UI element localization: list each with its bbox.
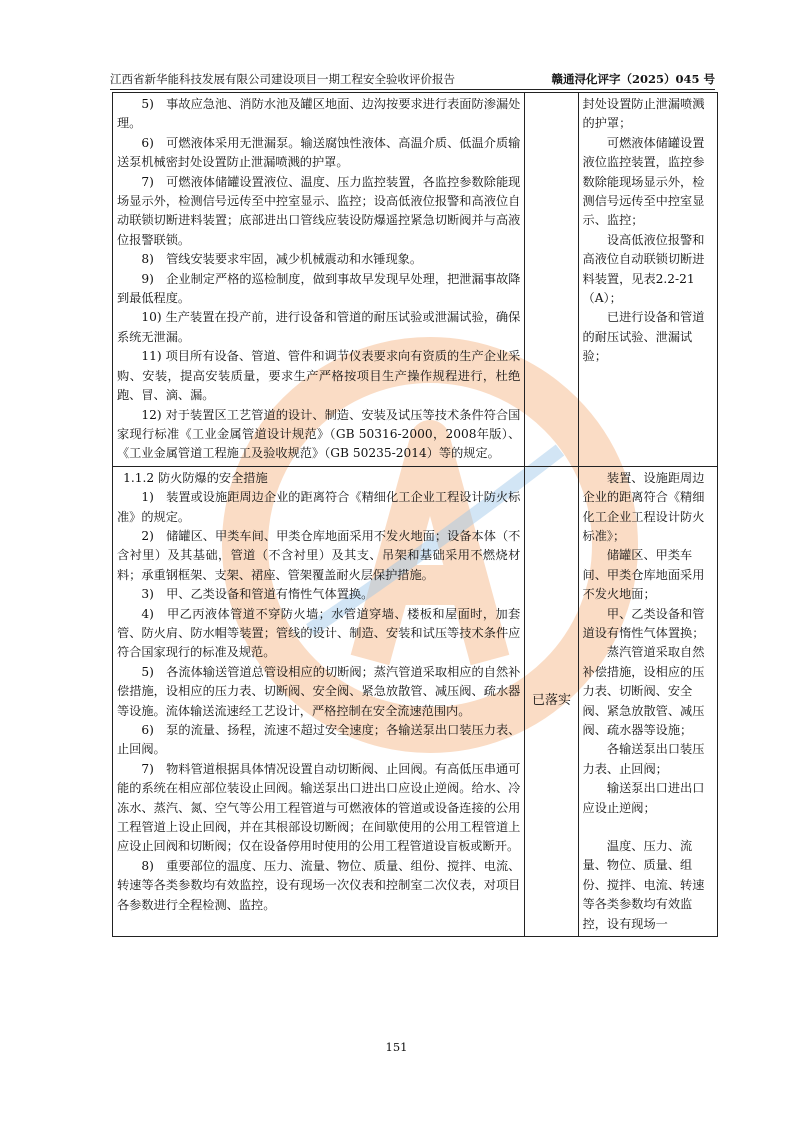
table-row-leak-prevention [113, 93, 718, 467]
measure-item: 3) 甲、乙类设备和管道有惰性气体置换。 [141, 587, 374, 602]
measures-table [112, 92, 718, 937]
note-item: 储罐区、甲类车间、甲类仓库地面采用不发火地面； [582, 548, 705, 602]
note-item: 装置、设施距周边企业的距离符合《精细化工企业工程设计防火标准》； [582, 470, 705, 543]
note-spacer [583, 818, 713, 837]
report-number: 赣通浔化评字（2025）045 号 [551, 72, 715, 86]
report-title: 江西省新华能科技发展有限公司建设项目一期工程安全验收评价报告 [110, 72, 455, 86]
notes-cell [578, 93, 717, 467]
note-item: 封处设置防止泄漏喷溅的护罩； [582, 97, 705, 131]
note-item: 可燃液体储罐设置液位监控装置，监控参数除能现场显示外，检测信号远传至中控室显示、监控； [582, 135, 705, 228]
measure-item: 5) 各流体输送管道总管设相应的切断阀；蒸汽管道采取相应的自然补偿措施，设相应的压力表、切断阀、安全阀、紧急放散管、减压阀、疏水器等设施。流体输送流速经工艺设计，严格控制在安全流速范围内。 [117, 664, 521, 718]
measure-item: 8) 重要部位的温度、压力、流量、物位、质量、组份、搅拌、电流、转速等各类参数均有效监控，设有现场一次仪表和控制室二次仪表，对项目各参数进行全程检测、监控。 [117, 858, 521, 912]
measure-item: 6) 泵的流量、扬程，流速不超过安全速度；各输送泵出口装压力表、止回阀。 [117, 723, 521, 757]
note-item: 温度、压力、流量、物位、质量、组份、搅拌、电流、转速等各类参数均有效监控，设有现场一 [582, 839, 705, 931]
note-item: 设高低液位报警和高液位自动联锁切断进料装置，见表2.2-21（A）； [582, 232, 705, 306]
measure-item: 9) 企业制定严格的巡检制度，做到事故早发现早处理，把泄漏事故降到最低程度。 [117, 271, 521, 306]
status-cell: 已落实 [525, 466, 578, 936]
note-item: 蒸汽管道采取自然补偿措施，设相应的压力表、切断阀、安全阀、紧急放散管、减压阀、疏水器等设施； [582, 645, 705, 737]
measure-item: 8) 管线安装要求牢固，减少机械震动和水锤现象。 [141, 252, 423, 267]
measure-item: 6) 可燃液体采用无泄漏泵。输送腐蚀性液体、高温介质、低温介质输送泵机械密封处设置防止泄漏喷溅的护罩。 [117, 135, 521, 170]
measure-item: 10) 生产装置在投产前，进行设备和管道的耐压试验或泄漏试验，确保系统无泄漏。 [117, 310, 521, 344]
measure-item: 2) 储罐区、甲类车间、甲类仓库地面采用不发火地面；设备本体（不含衬里）及其基础，管道（不含衬里）及其支、吊架和基础采用不燃烧材料；承重钢框架、支架、裙座、管架覆盖耐火层保护措施。 [117, 528, 521, 582]
measure-item: 12) 对于装置区工艺管道的设计、制造、安装及试压等技术条件符合国家现行标准《工业金属管道设计规范》（GB 50316-2000，2008年版）、《工业金属管道工程施工及验收规范》（GB 50235-2014）等的规定。 [117, 407, 521, 461]
section-heading: 1.1.2 防火防爆的安全措施 [123, 470, 268, 485]
measure-item: 11) 项目所有设备、管道、管件和调节仪表要求向有资质的生产企业采购、安装，提高安装质量，要求生产严格按项目生产操作规程进行，杜绝跑、冒、滴、漏。 [117, 349, 521, 403]
measures-cell [113, 466, 525, 936]
measure-item: 1) 装置或设施距周边企业的距离符合《精细化工企业工程设计防火标准》的规定。 [117, 490, 521, 524]
page-number: 151 [385, 1040, 408, 1054]
page-header [110, 72, 715, 90]
note-item: 各输送泵出口装压力表、止回阀； [582, 742, 705, 776]
measure-item: 7) 物料管道根据具体情况设置自动切断阀、止回阀。有高低压串通可能的系统在相应部位装设止回阀。输送泵出口进出口应设止逆阀。给水、冷冻水、蒸汽、氮、空气等公用工程管道与可燃液体的管道或设备连接的公用工程管道上设止回阀，并在其根部设切断阀；在间歇使用的公用工程管道上应设止回阀和切断阀；仅在设备停用时使用的公用工程管道设盲板或断开。 [117, 761, 521, 854]
note-item: 甲、乙类设备和管道设有惰性气体置换； [582, 606, 705, 640]
note-item: 输送泵出口进出口应设止逆阀； [582, 781, 705, 815]
measure-item: 4) 甲乙丙液体管道不穿防火墙；水管道穿墙、楼板和屋面时，加套管、防火肩、防水帽等装置；管线的设计、制造、安装和试压等技术条件应符合国家现行的标准及规范。 [117, 606, 521, 660]
notes-cell [578, 466, 717, 936]
measures-cell [113, 93, 525, 467]
status-cell [525, 93, 578, 467]
table-row-fire-explosion [113, 466, 718, 936]
note-item: 已进行设备和管道的耐压试验、泄漏试验； [582, 310, 705, 364]
measure-item: 5) 事故应急池、消防水池及罐区地面、边沟按要求进行表面防渗漏处理。 [117, 97, 521, 131]
measure-item: 7) 可燃液体储罐设置液位、温度、压力监控装置，各监控参数除能现场显示外，检测信号远传至中控室显示、监控；设高低液位报警和高液位自动联锁切断进料装置；底部进出口管线应装设防爆遥控紧急切断阀并与高液位报警联锁。 [117, 174, 521, 247]
